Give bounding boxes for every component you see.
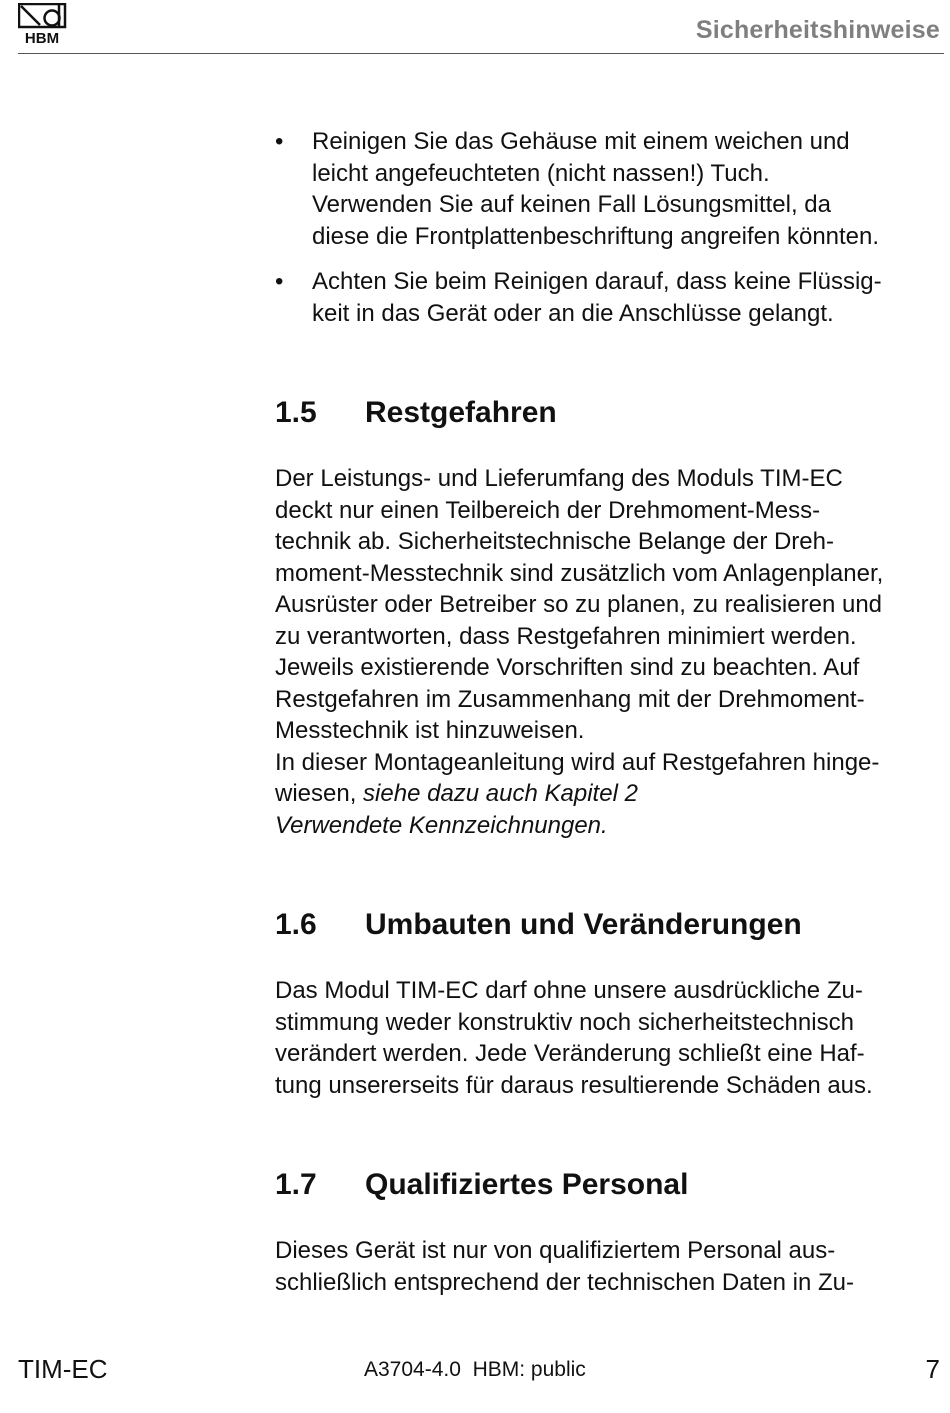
text-line: moment-Messtechnik sind zusätzlich vom Anlagenplaner,: [275, 559, 884, 587]
text-line: Achten Sie beim Reinigen darauf, dass keine Flüssig-: [312, 268, 882, 295]
header-divider: [18, 53, 944, 54]
text-line: Dieses Gerät ist nur von qualifiziertem Personal aus-: [275, 1237, 836, 1264]
section-title: Umbauten und Veränderungen: [365, 908, 802, 941]
section-title: Qualifiziertes Personal: [365, 1168, 689, 1201]
bullet-list: [275, 126, 947, 329]
text-line: Restgefahren im Zusammenhang mit der Drehmoment-: [275, 685, 865, 713]
section-heading-1-7: [275, 1167, 947, 1203]
text-line: schließlich entsprechend der technischen Daten in Zu-: [275, 1268, 854, 1296]
text-line: tung unsererseits für daraus resultierende Schäden aus.: [275, 1071, 873, 1099]
bullet-item-cleaning: [275, 126, 947, 252]
text-line: In dieser Montageanleitung wird auf Restgefahren hinge-: [275, 748, 880, 776]
text-line: verändert werden. Jede Veränderung schließt eine Haf-: [275, 1040, 865, 1067]
bullet-dot: •: [275, 268, 284, 295]
text-line: deckt nur einen Teilbereich der Drehmoment-Mess-: [275, 496, 821, 524]
page-content: [275, 126, 947, 1298]
text-line: leicht angefeuchteten (nicht nassen!) Tuch.: [312, 159, 770, 187]
text-line: diese die Frontplattenbeschriftung angreifen könnten.: [312, 222, 880, 250]
footer-product-name: TIM-EC: [18, 1354, 108, 1384]
chapter-reference: siehe dazu auch Kapitel 2: [363, 780, 638, 807]
text-line: keit in das Gerät oder an die Anschlüsse gelangt.: [312, 299, 834, 327]
chapter-reference-title: Verwendete Kennzeichnungen.: [275, 811, 608, 839]
text-line: technik ab. Sicherheitstechnische Belange der Dreh-: [275, 528, 834, 555]
text-line: Der Leistungs- und Lieferumfang des Moduls TIM-EC: [275, 465, 843, 492]
text-line: zu verantworten, dass Restgefahren minimiert werden.: [275, 622, 857, 650]
text-line-with-reference: [275, 778, 947, 810]
section-heading-1-5: [275, 395, 947, 431]
text-line: Verwenden Sie auf keinen Fall Lösungsmittel, da: [312, 191, 831, 218]
page-number: 7: [925, 1354, 940, 1384]
page-footer: [0, 1354, 950, 1394]
section-number: 1.6: [275, 908, 317, 941]
page-header: [0, 0, 950, 56]
section-number: 1.5: [275, 396, 317, 429]
hbm-logo: [18, 3, 68, 45]
text-line: Messtechnik ist hinzuweisen.: [275, 717, 585, 744]
section-number: 1.7: [275, 1168, 317, 1201]
text-fragment: wiesen,: [275, 780, 364, 807]
section-paragraph-1-7: [275, 1235, 947, 1298]
text-line: Reinigen Sie das Gehäuse mit einem weichen und: [312, 128, 850, 155]
section-heading-1-6: [275, 907, 947, 943]
text-line: stimmung weder konstruktiv noch sicherheitstechnisch: [275, 1008, 854, 1036]
header-title: Sicherheitshinweise: [695, 16, 940, 44]
section-paragraph-1-5: [275, 463, 947, 841]
section-paragraph-1-6: [275, 975, 947, 1101]
text-line: Ausrüster oder Betreiber so zu planen, zu realisieren und: [275, 591, 883, 618]
bullet-item-liquid: [275, 266, 947, 329]
hbm-logo-text: HBM: [24, 30, 60, 45]
text-line: Jeweils existierende Vorschriften sind zu beachten. Auf: [275, 654, 860, 681]
bullet-dot: •: [275, 128, 284, 155]
text-line: Das Modul TIM-EC darf ohne unsere ausdrückliche Zu-: [275, 977, 863, 1004]
section-title: Restgefahren: [365, 396, 557, 429]
footer-document-id: A3704-4.0 HBM: public: [364, 1358, 586, 1381]
